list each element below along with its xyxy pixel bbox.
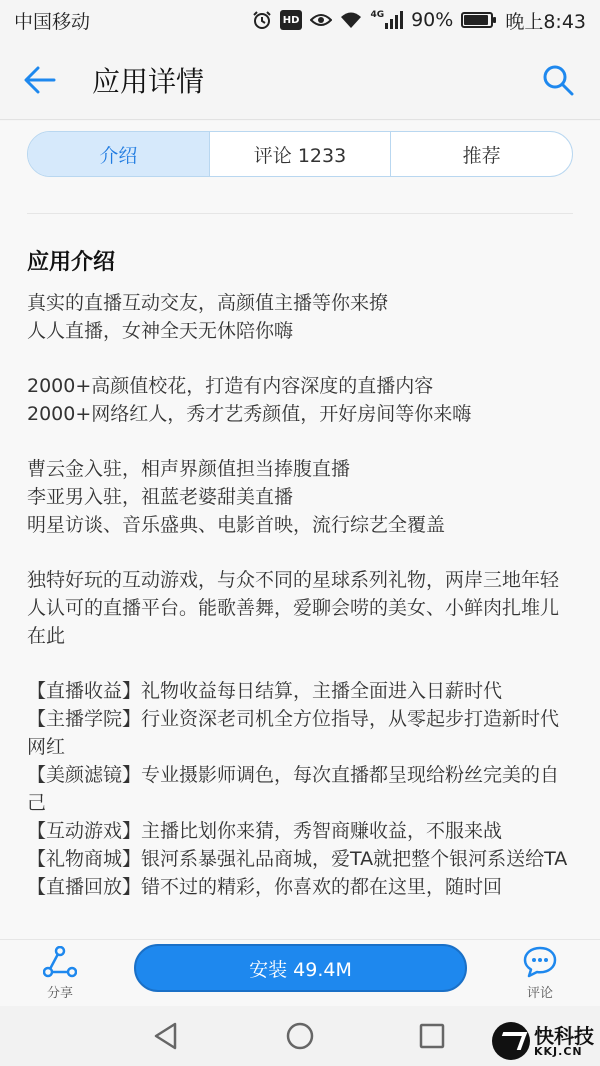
desc-paragraph-5 [27, 677, 577, 901]
section-title: 应用介绍 [27, 250, 116, 275]
bottom-action-bar [0, 939, 600, 1006]
circle-home-icon [285, 1021, 315, 1051]
battery-percent: 90% [411, 9, 454, 31]
clock: 晚上8:43 [505, 10, 586, 33]
feature-item: 【主播学院】行业资深老司机全方位指导，从零起步打造新时代网红 [27, 708, 560, 758]
carrier-label: 中国移动 [14, 10, 91, 33]
battery-icon [461, 12, 493, 28]
feature-item: 【互动游戏】主播比划你来猜，秀智商赚收益，不服来战 [27, 820, 503, 842]
description [27, 289, 577, 928]
square-recents-icon [419, 1023, 445, 1049]
desc-paragraph-2 [27, 372, 577, 428]
feature-item: 【礼物商城】银河系暴强礼品商城，爱TA就把整个银河系送给TA [27, 848, 568, 870]
search-icon [542, 64, 574, 96]
content-area[interactable] [0, 121, 600, 939]
alarm-icon [252, 10, 272, 30]
desc-line: 曹云金入驻，相声界颜值担当捧腹直播 [27, 458, 351, 480]
share-label: 分享 [46, 986, 73, 1001]
watermark-logo-icon [492, 1022, 530, 1060]
comment-label: 评论 [526, 986, 553, 1001]
tab-reviews[interactable]: 评论 1233 [209, 132, 391, 176]
divider [27, 213, 573, 214]
app-bar [0, 40, 600, 120]
back-button[interactable] [16, 56, 64, 104]
back-arrow-icon [24, 66, 56, 94]
watermark [492, 1022, 594, 1060]
comment-icon [523, 946, 557, 978]
signal-icon [370, 10, 403, 30]
hd-badge: HD [280, 10, 303, 30]
network-label: 4G [370, 10, 385, 20]
desc-paragraph-4: 独特好玩的互动游戏，与众不同的星球系列礼物，两岸三地年轻人认可的直播平台。能歌善舞，爱聊会唠的美女、小鲜肉扎堆儿在此 [27, 569, 560, 647]
wifi-icon [340, 10, 362, 30]
search-button[interactable] [534, 56, 582, 104]
desc-line: 2000+网络红人，秀才艺秀颜值，开好房间等你来嗨 [27, 403, 472, 425]
comment-button[interactable] [510, 940, 570, 1007]
nav-back-button[interactable] [148, 1018, 184, 1054]
tab-intro[interactable]: 介绍 [28, 132, 209, 176]
status-icons [252, 7, 586, 34]
desc-line: 真实的直播互动交友，高颜值主播等你来撩 [27, 292, 389, 314]
desc-line: 明星访谈、音乐盛典、电影首映，流行综艺全覆盖 [27, 514, 446, 536]
feature-item: 【直播回放】错不过的精彩，你喜欢的都在这里，随时回 [27, 876, 503, 898]
watermark-cn: 快科技 [534, 1023, 594, 1048]
share-button[interactable] [30, 940, 90, 1007]
page-title: 应用详情 [92, 64, 205, 98]
nav-recents-button[interactable] [414, 1018, 450, 1054]
desc-paragraph-3 [27, 455, 577, 539]
desc-line: 李亚男入驻，祖蓝老婆甜美直播 [27, 486, 294, 508]
desc-line: 人人直播，女神全天无休陪你嗨 [27, 320, 294, 342]
tab-recommend[interactable]: 推荐 [390, 132, 572, 176]
triangle-back-icon [153, 1022, 179, 1050]
feature-item: 【美颜滤镜】专业摄影师调色，每次直播都呈现给粉丝完美的自己 [27, 764, 560, 814]
watermark-text [534, 1023, 594, 1058]
nav-home-button[interactable] [282, 1018, 318, 1054]
battery-fill [464, 15, 487, 25]
tab-bar [27, 131, 573, 177]
share-icon [43, 946, 77, 978]
watermark-en: KKJ.CN [534, 1044, 583, 1058]
eye-icon [310, 10, 332, 30]
status-bar [0, 0, 600, 40]
desc-paragraph-1 [27, 289, 577, 345]
system-nav-bar [0, 1006, 600, 1066]
install-button[interactable]: 安装 49.4M [134, 944, 467, 992]
feature-item: 【直播收益】礼物收益每日结算，主播全面进入日薪时代 [27, 680, 503, 702]
desc-line: 2000+高颜值校花，打造有内容深度的直播内容 [27, 375, 434, 397]
